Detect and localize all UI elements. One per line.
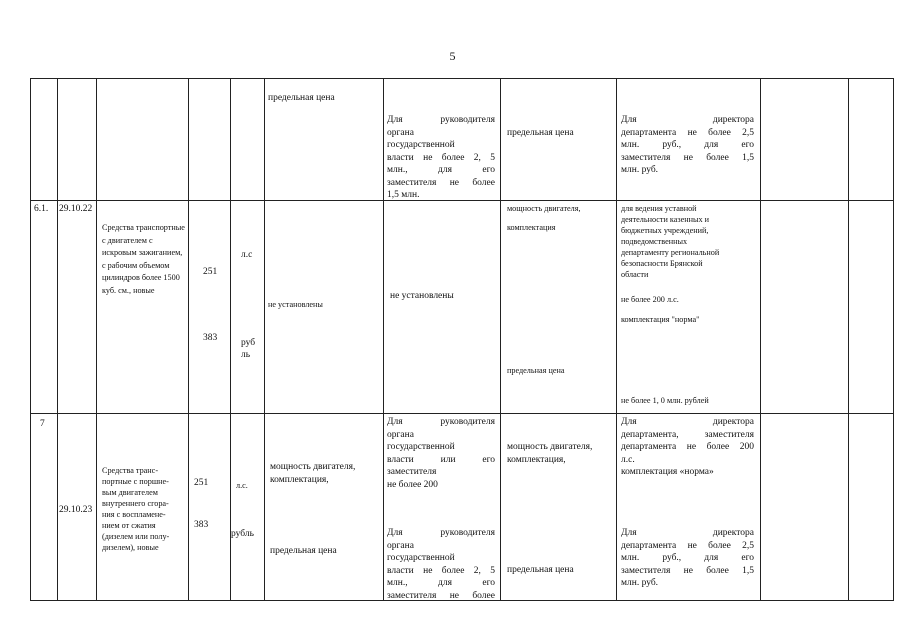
col-line-10: [848, 78, 849, 601]
row61-col6-c: предельная цена: [507, 366, 565, 375]
row61-col6-b: комплектация: [507, 223, 556, 232]
cont-col7: Для директора департамента не более 2,5 млн. руб., для его заместителя не более 1,5 млн. руб.: [621, 115, 754, 175]
row61-unit-3: ль: [241, 350, 251, 360]
row61-col7-hp: не более 200 л.с.: [621, 295, 679, 304]
row7-okei-2: 383: [194, 520, 209, 530]
row61-unit-2: руб: [241, 338, 256, 348]
row61-okei-2: 383: [203, 333, 218, 343]
cont-col6: предельная цена: [507, 128, 574, 138]
row61-col6-a: мощность двигателя,: [507, 204, 581, 213]
col-line-8: [616, 78, 617, 601]
cont-col5: Для руководителя органа государственной власти не более 2, 5 млн., для его заместителя не более 1,5 млн.: [387, 115, 495, 200]
row61-col4: не установлены: [268, 300, 323, 309]
row7-unit-2: рубль: [231, 529, 254, 539]
col-line-0: [30, 78, 31, 601]
row7-col6-a: мощность двигателя, комплектация,: [507, 442, 593, 465]
page-number: 5: [449, 49, 456, 63]
cont-col4: предельная цена: [268, 93, 335, 103]
row-divider-2: [30, 413, 894, 414]
row7-name: Средства транс- портные с поршне- вым двигателем внутреннего сгора- ния с воспламене- нием от сжатия (дизелем или полу- дизелем), новые: [102, 466, 170, 552]
col-line-11: [893, 78, 894, 601]
row7-col7-b: Для директора департамента не более 2,5 млн. руб., для его заместителя не более 1,5 млн. руб.: [621, 528, 754, 588]
row7-col7-a: Для директора департамента, заместителя департамента не более 200 л.с. комплектация «норма»: [621, 417, 754, 477]
col-line-9: [760, 78, 761, 601]
row7-col4-a: мощность двигателя, комплектация,: [270, 462, 356, 485]
row61-col7-compl: комплектация "норма": [621, 315, 700, 324]
row61-num: 6.1.: [34, 204, 49, 214]
row7-unit-1: л.с.: [236, 481, 248, 490]
row7-col4-b: предельная цена: [270, 546, 337, 556]
row61-col7: для ведения уставной деятельности казенных и бюджетных учреждений, подведомственных департаменту региональной безопасности Брянской области: [621, 204, 720, 279]
col-line-5: [264, 78, 265, 601]
row61-unit-1: л.с: [241, 250, 253, 260]
col-line-2: [96, 78, 97, 601]
row7-col6-b: предельная цена: [507, 565, 574, 575]
col-line-1: [57, 78, 58, 601]
row7-col5-b: Для руководителя органа государственной власти не более 2, 5 млн., для его заместителя не более: [387, 528, 495, 601]
row7-okei-1: 251: [194, 478, 209, 488]
row61-col7-price: не более 1, 0 млн. рублей: [621, 396, 709, 405]
table-border-top: [30, 78, 894, 79]
row7-num: 7: [40, 419, 45, 429]
row61-col5: не установлены: [390, 291, 454, 301]
col-line-4: [230, 78, 231, 601]
row61-okei-1: 251: [203, 267, 218, 277]
row61-code: 29.10.22: [59, 204, 93, 214]
col-line-3: [188, 78, 189, 601]
row7-code: 29.10.23: [59, 505, 93, 515]
col-line-6: [383, 78, 384, 601]
row61-name: Средства транспортные с двигателем с искровым зажиганием, с рабочим объемом цилиндров более 1500 куб. см., новые: [102, 223, 185, 295]
col-line-7: [500, 78, 501, 601]
row7-col5-a: Для руководителя органа государственной власти или его заместителя не более 200: [387, 417, 495, 490]
